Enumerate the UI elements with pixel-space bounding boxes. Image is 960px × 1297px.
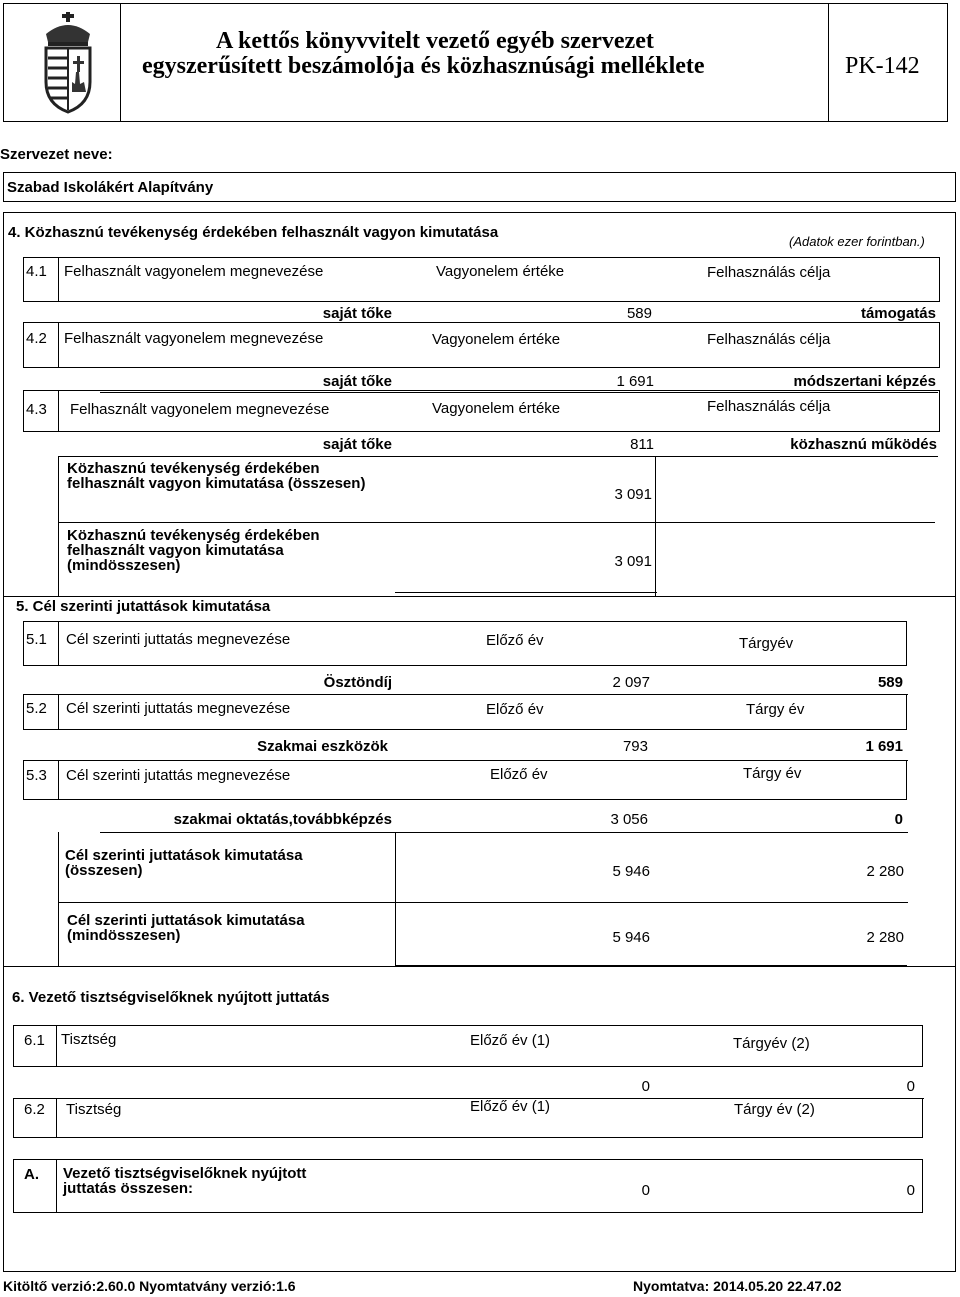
row-5-2-name-label: Cél szerinti juttatás megnevezése bbox=[66, 700, 291, 717]
row-4-1-name: saját tőke bbox=[322, 305, 392, 322]
row-4-3-name-label: Felhasznált vagyonelem megnevezése bbox=[70, 401, 330, 418]
section-6-total-prev: 0 bbox=[641, 1182, 650, 1199]
org-name: Szabad Iskolákért Alapítvány bbox=[7, 179, 214, 196]
row-5-1-curr: 589 bbox=[877, 674, 903, 691]
row-4-2-num: 4.2 bbox=[26, 330, 47, 347]
row-5-2-prev: 793 bbox=[622, 738, 648, 755]
section-6-total-label: Vezető tisztségviselőknek nyújtott juttatás összesen: bbox=[63, 1165, 307, 1197]
row-4-1-value-label: Vagyonelem értéke bbox=[436, 263, 565, 280]
section-6-total-curr: 0 bbox=[906, 1182, 915, 1199]
section-5-total-label: Cél szerinti juttatások kimutatása (összesen) bbox=[65, 847, 303, 879]
section-6-total-num: A. bbox=[24, 1166, 39, 1183]
row-5-1-prev-label: Előző év bbox=[486, 632, 544, 649]
row-6-2-prev-label: Előző év (1) bbox=[470, 1098, 551, 1115]
row-4-3-purpose: közhasznú működés bbox=[790, 436, 937, 453]
title-line-1: A kettős könyvvitelt vezető egyéb szervezet bbox=[216, 28, 654, 54]
row-4-2-purpose: módszertani képzés bbox=[793, 373, 936, 390]
amount-unit-note: (Adatok ezer forintban.) bbox=[789, 234, 925, 249]
section-4-title: 4. Közhasznú tevékenység érdekében felhasznált vagyon kimutatása bbox=[8, 224, 499, 241]
row-5-1-curr-label: Tárgyév bbox=[739, 635, 794, 652]
row-6-1-curr: 0 bbox=[906, 1078, 915, 1095]
row-5-3-prev-label: Előző év bbox=[490, 766, 548, 783]
row-5-3-curr-label: Tárgy év bbox=[743, 765, 802, 782]
row-4-1-purpose: támogatás bbox=[860, 305, 936, 322]
row-6-1-name-label: Tisztség bbox=[61, 1031, 117, 1048]
row-4-2-value: 1 691 bbox=[616, 373, 654, 390]
form-code: PK-142 bbox=[845, 53, 920, 79]
row-4-2-name: saját tőke bbox=[322, 373, 392, 390]
row-4-2-value-label: Vagyonelem értéke bbox=[432, 331, 561, 348]
row-5-3-prev: 3 056 bbox=[610, 811, 648, 828]
row-5-3-curr: 0 bbox=[894, 811, 903, 828]
row-5-2-curr-label: Tárgy év bbox=[746, 701, 805, 718]
section-5-title: 5. Cél szerinti jutattások kimutatása bbox=[16, 598, 271, 615]
row-6-1-prev-label: Előző év (1) bbox=[470, 1032, 551, 1049]
row-4-2-purpose-label: Felhasználás célja bbox=[707, 331, 831, 348]
section-5-grand-curr: 2 280 bbox=[866, 929, 904, 946]
section-5-grand-label: Cél szerinti juttatások kimutatása (mindösszesen) bbox=[67, 912, 305, 944]
row-5-3-num: 5.3 bbox=[26, 767, 47, 784]
row-5-1-name-label: Cél szerinti juttatás megnevezése bbox=[66, 631, 291, 648]
row-4-3-num: 4.3 bbox=[26, 401, 47, 418]
row-4-3-name: saját tőke bbox=[322, 436, 392, 453]
row-5-1-prev: 2 097 bbox=[612, 674, 650, 691]
hungarian-coat-of-arms-icon bbox=[38, 12, 98, 116]
row-4-1-purpose-label: Felhasználás célja bbox=[707, 264, 831, 281]
row-6-1-curr-label: Tárgyév (2) bbox=[733, 1035, 810, 1052]
row-6-1-num: 6.1 bbox=[24, 1032, 45, 1049]
row-4-3-purpose-label: Felhasználás célja bbox=[707, 398, 831, 415]
row-5-1-num: 5.1 bbox=[26, 631, 47, 648]
row-5-2-prev-label: Előző év bbox=[486, 701, 544, 718]
row-5-2-name: Szakmai eszközök bbox=[257, 738, 388, 755]
footer-version: Kitöltő verzió:2.60.0 Nyomtatvány verzió:1.6 bbox=[3, 1278, 296, 1294]
row-5-3-name-label: Cél szerinti jutattás megnevezése bbox=[66, 767, 291, 784]
footer-printed: Nyomtatva: 2014.05.20 22.47.02 bbox=[633, 1278, 842, 1294]
section-4-total-value: 3 091 bbox=[614, 486, 652, 503]
section-5-total-curr: 2 280 bbox=[866, 863, 904, 880]
row-5-2-num: 5.2 bbox=[26, 700, 47, 717]
section-4-grand-label: Közhasznú tevékenység érdekében felhasznált vagyon kimutatása (mindösszesen) bbox=[67, 527, 320, 574]
row-4-1-num: 4.1 bbox=[26, 263, 47, 280]
section-4-total-label: Közhasznú tevékenység érdekében felhasznált vagyon kimutatása (összesen) bbox=[67, 460, 366, 492]
row-6-2-name-label: Tisztség bbox=[66, 1101, 122, 1118]
row-4-1-name-label: Felhasznált vagyonelem megnevezése bbox=[64, 263, 324, 280]
title-line-2: egyszerűsített beszámolója és közhasznúsági melléklete bbox=[142, 53, 705, 79]
section-6-title: 6. Vezető tisztségviselőknek nyújtott juttatás bbox=[12, 989, 330, 1006]
org-label: Szervezet neve: bbox=[0, 146, 113, 163]
row-4-1-value: 589 bbox=[626, 305, 652, 322]
row-4-3-value-label: Vagyonelem értéke bbox=[432, 400, 561, 417]
row-5-3-name: szakmai oktatás,továbbképzés bbox=[173, 811, 392, 828]
row-5-1-name: Ösztöndíj bbox=[323, 674, 392, 691]
section-5-total-prev: 5 946 bbox=[612, 863, 650, 880]
row-6-2-num: 6.2 bbox=[24, 1101, 45, 1118]
section-4-grand-value: 3 091 bbox=[614, 553, 652, 570]
row-6-1-prev: 0 bbox=[641, 1078, 650, 1095]
section-5-grand-prev: 5 946 bbox=[612, 929, 650, 946]
row-5-2-curr: 1 691 bbox=[865, 738, 903, 755]
row-4-2-name-label: Felhasznált vagyonelem megnevezése bbox=[64, 330, 324, 347]
row-4-3-value: 811 bbox=[630, 436, 654, 453]
row-6-2-curr-label: Tárgy év (2) bbox=[734, 1101, 815, 1118]
